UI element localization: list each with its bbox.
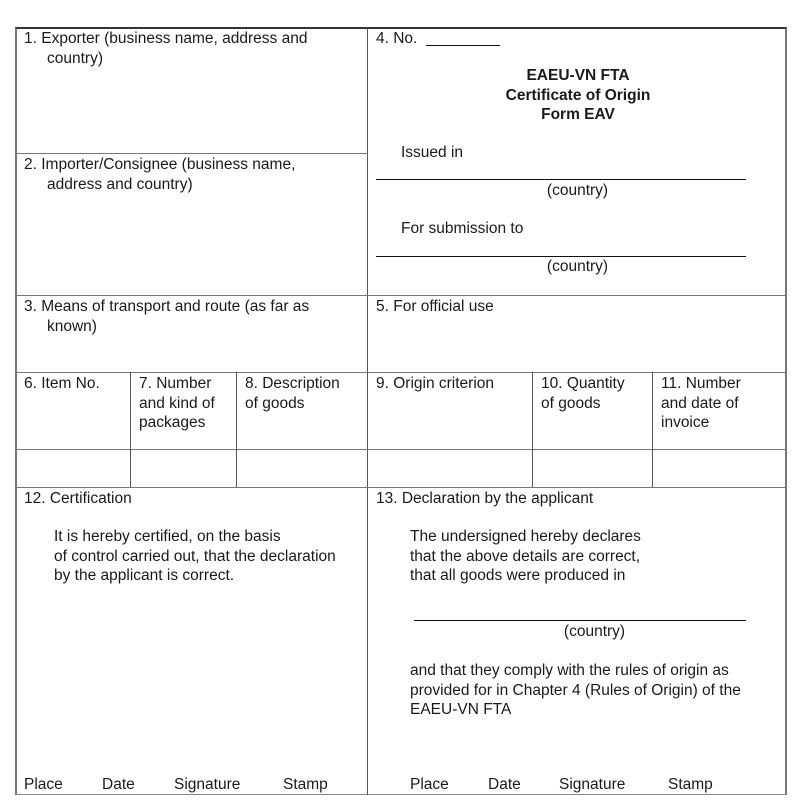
entry-item-no[interactable]: [17, 451, 130, 487]
certification-stamp: Stamp: [283, 776, 328, 793]
exporter-field[interactable]: [24, 29, 307, 68]
divider-row-certification: [16, 487, 786, 488]
entry-origin-criterion[interactable]: [369, 451, 532, 487]
declaration-heading: 13. Declaration by the applicant: [376, 490, 594, 507]
transport-label: 3. Means of transport and route (as far as: [24, 298, 310, 315]
issued-in-label: Issued in: [401, 144, 464, 161]
header-packages: 7. Number and kind of packages: [139, 375, 215, 431]
submission-to-caption: (country): [546, 258, 609, 275]
header-origin-criterion: 9. Origin criterion: [376, 375, 495, 392]
form-title-line1: EAEU-VN FTA: [526, 67, 630, 84]
importer-label: 2. Importer/Consignee (business name,: [24, 156, 296, 173]
certificate-number-label: 4. No.: [376, 30, 418, 47]
center-divider: [367, 28, 368, 795]
form-title-line3: Form EAV: [541, 106, 615, 123]
declaration-country-caption: (country): [563, 623, 626, 640]
form-title-line2: Certificate of Origin: [505, 86, 651, 104]
divider-box1-box2: [16, 153, 368, 154]
transport-label-cont: known): [47, 317, 97, 335]
entry-quantity[interactable]: [534, 451, 652, 487]
column-divider-11: [652, 372, 653, 487]
importer-field[interactable]: [24, 155, 295, 194]
certification-date: Date: [102, 776, 135, 793]
declaration-country-field[interactable]: [414, 620, 746, 621]
importer-label-cont: address and country): [47, 175, 193, 193]
declaration-text: The undersigned hereby declares that the above details are correct, that all goods were produced in: [410, 528, 641, 584]
divider-row-headers: [16, 372, 786, 373]
declaration-date: Date: [488, 776, 521, 793]
issued-in-field[interactable]: [376, 179, 746, 180]
declaration-stamp: Stamp: [668, 776, 713, 793]
entry-invoice[interactable]: [654, 451, 786, 487]
declaration-place: Place: [410, 776, 449, 793]
official-use-label: 5. For official use: [376, 298, 494, 315]
header-item-no: 6. Item No.: [24, 375, 100, 392]
divider-row-transport: [16, 295, 786, 296]
declaration-signature: Signature: [559, 776, 626, 793]
column-divider-10: [532, 372, 533, 487]
form-title: [368, 66, 788, 125]
entry-packages[interactable]: [132, 451, 236, 487]
certification-place: Place: [24, 776, 63, 793]
column-divider-8: [236, 372, 237, 487]
exporter-label: 1. Exporter (business name, address and: [24, 30, 308, 47]
submission-to-label: For submission to: [401, 220, 524, 237]
issued-in-caption: (country): [546, 182, 609, 199]
declaration-text-2: and that they comply with the rules of origin as provided for in Chapter 4 (Rules of Origin) of the EAEU-VN FTA: [410, 662, 741, 718]
column-divider-7: [130, 372, 131, 487]
header-quantity: 10. Quantity of goods: [541, 375, 625, 412]
entry-description[interactable]: [238, 451, 367, 487]
header-description: 8. Description of goods: [245, 375, 340, 412]
certificate-number-field[interactable]: [426, 45, 500, 46]
exporter-label-cont: country): [47, 49, 103, 67]
certification-text: It is hereby certified, on the basis of control carried out, that the declaration by the applicant is correct.: [54, 528, 336, 584]
certification-signature: Signature: [174, 776, 241, 793]
header-invoice: 11. Number and date of invoice: [661, 375, 741, 431]
transport-field[interactable]: [24, 297, 309, 336]
certification-heading: 12. Certification: [24, 490, 132, 507]
divider-row-entries: [16, 449, 786, 450]
